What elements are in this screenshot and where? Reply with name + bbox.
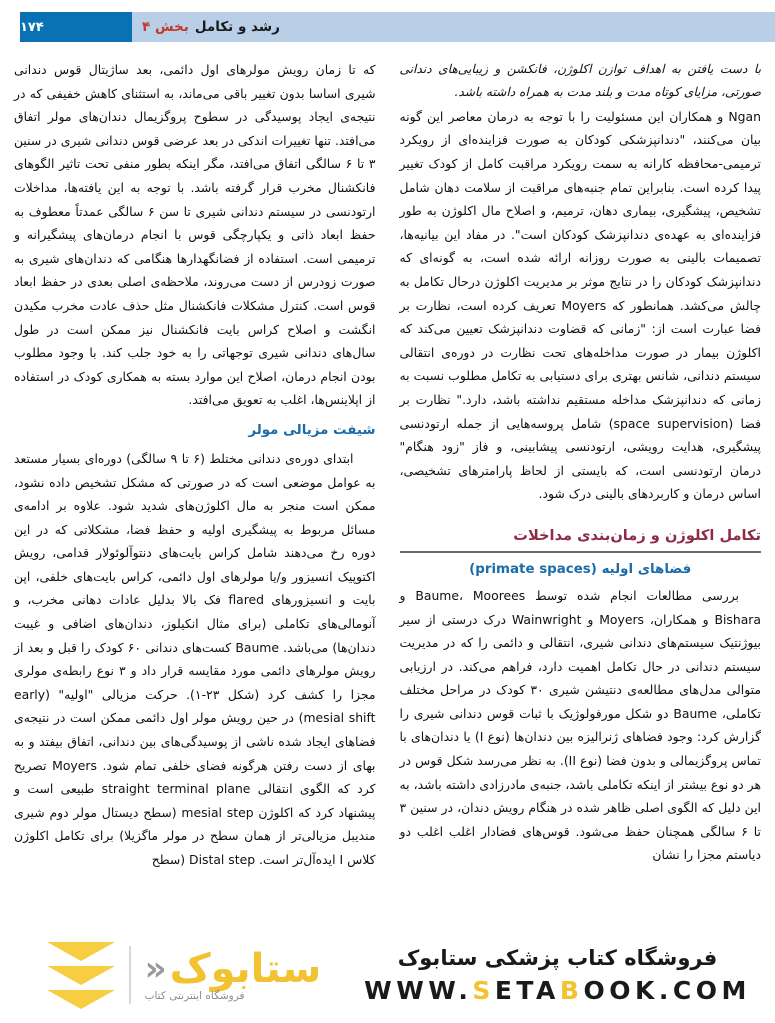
- footer-logo: [0, 942, 340, 1009]
- page-footer: [0, 927, 775, 1023]
- url-eta: ETA: [494, 975, 560, 1005]
- chevron-logo-icon: [47, 942, 115, 1009]
- url-b: B: [559, 975, 584, 1005]
- page-number: ۱۷۴: [20, 19, 44, 35]
- url-s: S: [472, 975, 495, 1005]
- logo-divider: [129, 946, 131, 1004]
- logo-brand-text: ستابوک: [169, 945, 322, 992]
- section-heading: تکامل اکلوژن و زمان‌بندی مداخلات: [400, 526, 762, 553]
- sub-heading-molar-mesial-shift: شیفت مزیالی مولر: [248, 422, 376, 438]
- url-suffix: OOK.COM: [583, 975, 751, 1005]
- column-right: [400, 58, 762, 928]
- footer-brand-fa: فروشگاه کتاب پزشکی ستابوک: [397, 945, 718, 970]
- right-paragraph-1: Ngan و همکاران این مسئولیت را با توجه به درمان معاصر این گونه بیان می‌کنند، "دندانپزشکی کودکان به صورت فزاینده‌ای از رویکرد ترمیمی-محافظه کارانه به سمت رویکرد مراقبت کامل از کودک تغییر پیدا کرده است. بنابراین تمام جنبه‌های مراقبت از سلامت دهان شامل تشخیص، پیشگیری، بیماری دهان، ترمیم، و اصلاح مال اکلوژن به طور فزاینده‌ای به عهده‌ی دندانپزشک کودکان است". در مفاد این بیانیه‌ها، تصمیمات بالینی به صورت روزانه ارائه شده است، به گونه‌ای که دندانپزشک کودکان را در نتایج موثر بر مدیریت اکلوژن درحال تکامل به چالش می‌کشد. همانطور که Moyers تعریف کرده است، نظارت بر فضا عبارت است از: "زمانی که قضاوت دندانپزشک تعیین می‌کند که اکلوژن بیمار در صورت مداخله‌های تحت نظارت در دوره‌ی انتقالی سیستم دندانی، شانس بهتری برای دستیابی به تکامل مطلوب نسبت به زمانی که دندانپزشک مداخله مستقیم نداشته باشد، دارد." نظارت بر فضا (space supervision) شامل پروسه‌هایی از جمله ارتودنسی پیشگیری، هدایت رویشی، ارتودنسی پیشابینی، و فاز "زود هنگام" درمان ارتودنسی است، که بایستی از لحاظ پارامترهای تشخیصی، اساس درمان و کاربردهای بالینی درک شود.: [399, 108, 761, 502]
- logo-subtitle: فروشگاه اینترنتی کتاب: [144, 989, 245, 1002]
- footer-url[interactable]: [364, 976, 751, 1005]
- page-header: [20, 12, 775, 42]
- url-prefix: WWW.: [364, 975, 473, 1005]
- left-paragraph-1: که تا زمان رویش مولرهای اول دائمی، بعد ساژیتال قوس دندانی شیری اساسا بدون تغییر باقی می‌ماند، به استثنای کاهش خفیفی که در نتیجه‌ی ایجاد پوسیدگی در سطوح پروگزیمال دندان‌های مولر اتفاق می‌افتد. تنها تغییرات اندکی در بعد عرضی قوس دندانی شیری در سنین ۳ تا ۶ سالگی اتفاق می‌افتد، مگر اینکه بطور منفی تحت تاثیر الگوهای فانکشنال مخرب قرار گرفته باشد. با توجه به این یافته‌ها، مداخلات ارتودنسی در سیستم دندانی شیری تا سن ۶ سالگی عمدتاً معطوف به حفظ ابعاد ذاتی و یکپارچگی قوس با انجام درمان‌های پیشگیرانه و ترمیمی است. استفاده از فضانگهدارها هنگامی که دندان‌های شیری به صورت زودرس از دست می‌روند، ملاحظه‌ی اصلی بعدی در حفظ ابعاد قوس است. کنترل مشکلات فانکشنال مثل حذف عادت مخرب مکیدن انگشت و اصلاح کراس بایت فانکشنال نیز ممکن است در طول سال‌های دندانی شیری توجهاتی را به خود جلب کند. با وجود مطلوب بودن انجام درمان، اصلاح این موارد بسته به همکاری کودک در استفاده از اپلاینس‌ها، اغلب به تعویق می‌افتد.: [14, 62, 376, 408]
- sub-heading-primate-spaces: فضاهای اولیه (primate spaces): [469, 561, 692, 577]
- page-number-box: [20, 12, 132, 42]
- column-left: [14, 58, 376, 928]
- header-section-band: [132, 12, 775, 42]
- right-paragraph-2: بررسی مطالعات انجام شده توسط Baume، Moorees و Bishara و همکاران، Moyers و Wainwright درک درستی از سیر بیوژنتیک سیستم‌های دندانی شیری، انتقالی و دائمی را که در مدیریت سیستم دندانی در حال تکامل اهمیت دارد، فراهم می‌کند. در ارزیابی متوالی مدل‌های مطالعه‌ی دنتیشن شیری ۳۰ کودک در مراحل مختلف تکاملی، Baume دو شکل مورفولوژیک با ثبات قوس دندانی شیری را گزارش کرد: وجود فضاهای ژنرالیزه بین دندان‌ها (نوع I) یا دندان‌های با تماس پروگزیمالی و بدون فضا (نوع II). به نظر می‌رسد شکل قوس در هر دو نوع بیشتر از اینکه تکاملی باشد، جنبه‌ی مادرزادی داشته باشد، به این دلیل که الگوی اصلی ظاهر شده در هنگام رویش دندان، در سنین ۳ تا ۶ سالگی همچنان حفظ می‌شود. قوس‌های فضادار اغلب اغلب دو دیاستم مجزا را نشان: [399, 587, 761, 863]
- left-paragraph-2: ابتدای دوره‌ی دندانی مختلط (۶ تا ۹ سالگی) دوره‌ای بسیار مستعد به عوامل موضعی است که در صورتی که مشکل تشخیص داده نشود، ممکن است منجر به مال اکلوژن‌های شدید شود. علاوه بر ادامه‌ی مسائل مربوط به پیشگیری اولیه و حفظ فضا، مشکلاتی که در این دوره رخ می‌دهند شامل کراس بایت‌های دنتوآلوئولار قدامی، رویش اکتوپیک انسیزور و/یا مولرهای اول دائمی، کراس بایت‌های خلفی، اپن بایت و انسیزورهای flared فک بالا بدلیل عادات دهانی مخرب، و آنومالی‌های تکاملی (برای مثال انکیلوز، دندان‌های اضافی و غیبت دندان‌ها) می‌باشد. Baume کست‌های دندانی ۶۰ کودک را قبل و بعد از رویش مولرهای دائمی مورد مقایسه قرار داد و ۳ نوع رابطه‌ی مولری مجزا را کشف کرد (شکل ۲۳-۱). حرکت مزیالی "اولیه" (early mesial shift) در حین رویش مولر اول دائمی ممکن است در نتیجه‌ی فضاهای ایجاد شده ناشی از پوسیدگی‌های بین دندانی، اتفاق بیفتد و به بهای از دست رفتن هرگونه فضای خلفی تمام شود. Moyers تصریح کرد که الگوی انتقالی straight terminal plane طبیعی است و پیشنهاد کرد که اکلوژن mesial step (سطح دیستال مولر دوم شیری مندیبل مزیالی‌تر از همان سطح در مولر ماگزیلا) برای تکامل اکلوژن کلاس I ایده‌آل‌تر است. Distal step (سطح: [14, 450, 376, 867]
- double-chevron-icon: «: [144, 948, 167, 989]
- intro-italic-paragraph: با دست یافتن به اهداف توازن اکلوژن، فانکشن و زیبایی‌های دندانی صورتی، مزایای کوتاه مدت و بلند مدت به همراه داشته باشد.: [399, 62, 761, 100]
- logo-wordmark: [144, 945, 322, 1002]
- body-columns: [14, 58, 761, 928]
- footer-brand-block: [340, 946, 775, 1005]
- header-section-number: بخش ۴: [142, 19, 189, 35]
- header-section-title: رشد و تکامل: [194, 19, 280, 35]
